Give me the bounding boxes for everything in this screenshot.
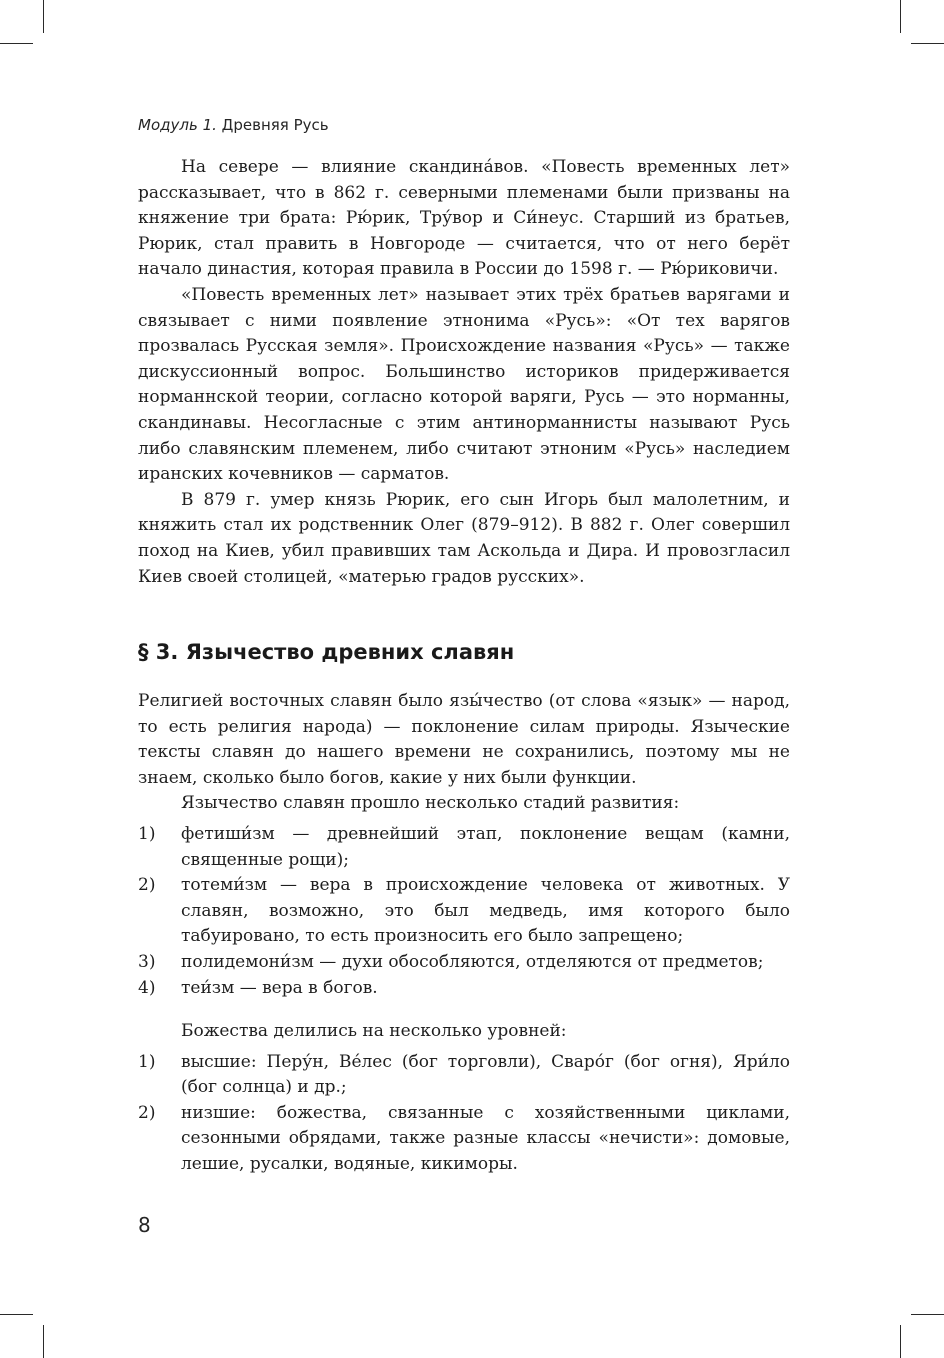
list-item-number: 1) [138,1051,156,1072]
list-item [138,1050,790,1101]
section-body [138,689,790,1001]
section-intro: Религией восточных славян было язы́чество (от слова «язык» — народ, то есть религия народа) — поклонение силам природы. Языческие тексты славян до нашего времени не сохранились, поэтому мы не знаем, сколько было богов, какие у них были функции. [138,691,790,788]
list-item-text: теи́зм — вера в богов. [181,977,378,998]
list-item-number: 1) [138,823,156,844]
list-item [138,1101,790,1178]
crop-mark [43,1325,44,1358]
paragraph: На севере — влияние скандина́вов. «Повесть временных лет» рассказывает, что в 862 г. северными племенами были призваны на княжение три брата: Рю́рик, Тру́вор и Си́неус. Старший из братьев, Рюрик, стал править в Новгороде — считается, что от него берёт начало династия, которая правила в России до 1598 г. — Рю́риковичи. [138,157,790,280]
paragraph: «Повесть временных лет» называет этих трёх братьев варягами и связывает с ними появление этнонима «Русь»: «От тех варягов прозвалась Русская земля». Происхождение названия «Русь» — также дискуссионный вопрос. Большинство историков придерживается норманнской теории, согласно которой варяги, Русь — это норманны, скандинавы. Несогласные с этим антинорманнисты называют Русь либо славянским племенем, либо считают этноним «Русь» наследием иранских кочевников — сарматов. [138,284,790,485]
crop-mark [0,43,33,44]
module-title: Древняя Русь [221,116,329,134]
list-item [138,822,790,873]
intro-text [138,155,790,590]
list-item-text: тотеми́зм — вера в происхождение человека от животных. У славян, возможно, это был медведь, имя которого было табуировано, то есть произносить его было запрещено; [181,875,790,947]
crop-mark [0,1314,33,1315]
crop-mark [900,1325,901,1358]
levels-lead: Божества делились на несколько уровней: [181,1021,567,1041]
levels-body [138,1019,790,1178]
running-head [138,116,329,134]
crop-mark [43,0,44,33]
crop-mark [911,1314,944,1315]
page-number: 8 [138,1213,151,1237]
levels-list [138,1050,790,1178]
module-label: Модуль 1. [138,116,217,134]
list-item-number: 4) [138,977,156,998]
list-item [138,950,790,976]
crop-mark [900,0,901,33]
list-item-text: низшие: божества, связанные с хозяйственными циклами, сезонными обрядами, также разные классы «нечисти»: домовые, лешие, русалки, водяные, кикиморы. [181,1102,790,1174]
section-heading: § 3. Язычество древних славян [138,640,515,664]
stages-list [138,822,790,1001]
list-item [138,976,790,1002]
stages-lead: Язычество славян прошло несколько стадий развития: [181,793,680,814]
list-item-number: 2) [138,875,156,896]
crop-mark [911,43,944,44]
list-item [138,873,790,950]
list-item-number: 2) [138,1102,156,1123]
list-item-number: 3) [138,951,156,972]
list-item-text: полидемони́зм — духи обособляются, отделяются от предметов; [181,951,764,972]
list-item-text: высшие: Перу́н, Ве́лес (бог торговли), Сваро́г (бог огня), Яри́ло (бог солнца) и др.; [181,1051,790,1098]
list-item-text: фетиши́зм — древнейший этап, поклонение вещам (камни, священные рощи); [181,823,790,870]
paragraph: В 879 г. умер князь Рюрик, его сын Игорь был малолетним, и княжить стал их родственник Олег (879–912). В 882 г. Олег совершил поход на Киев, убил правивших там Аскольда и Дира. И провозгласил Киев своей столицей, «матерью градов русских». [138,489,790,587]
